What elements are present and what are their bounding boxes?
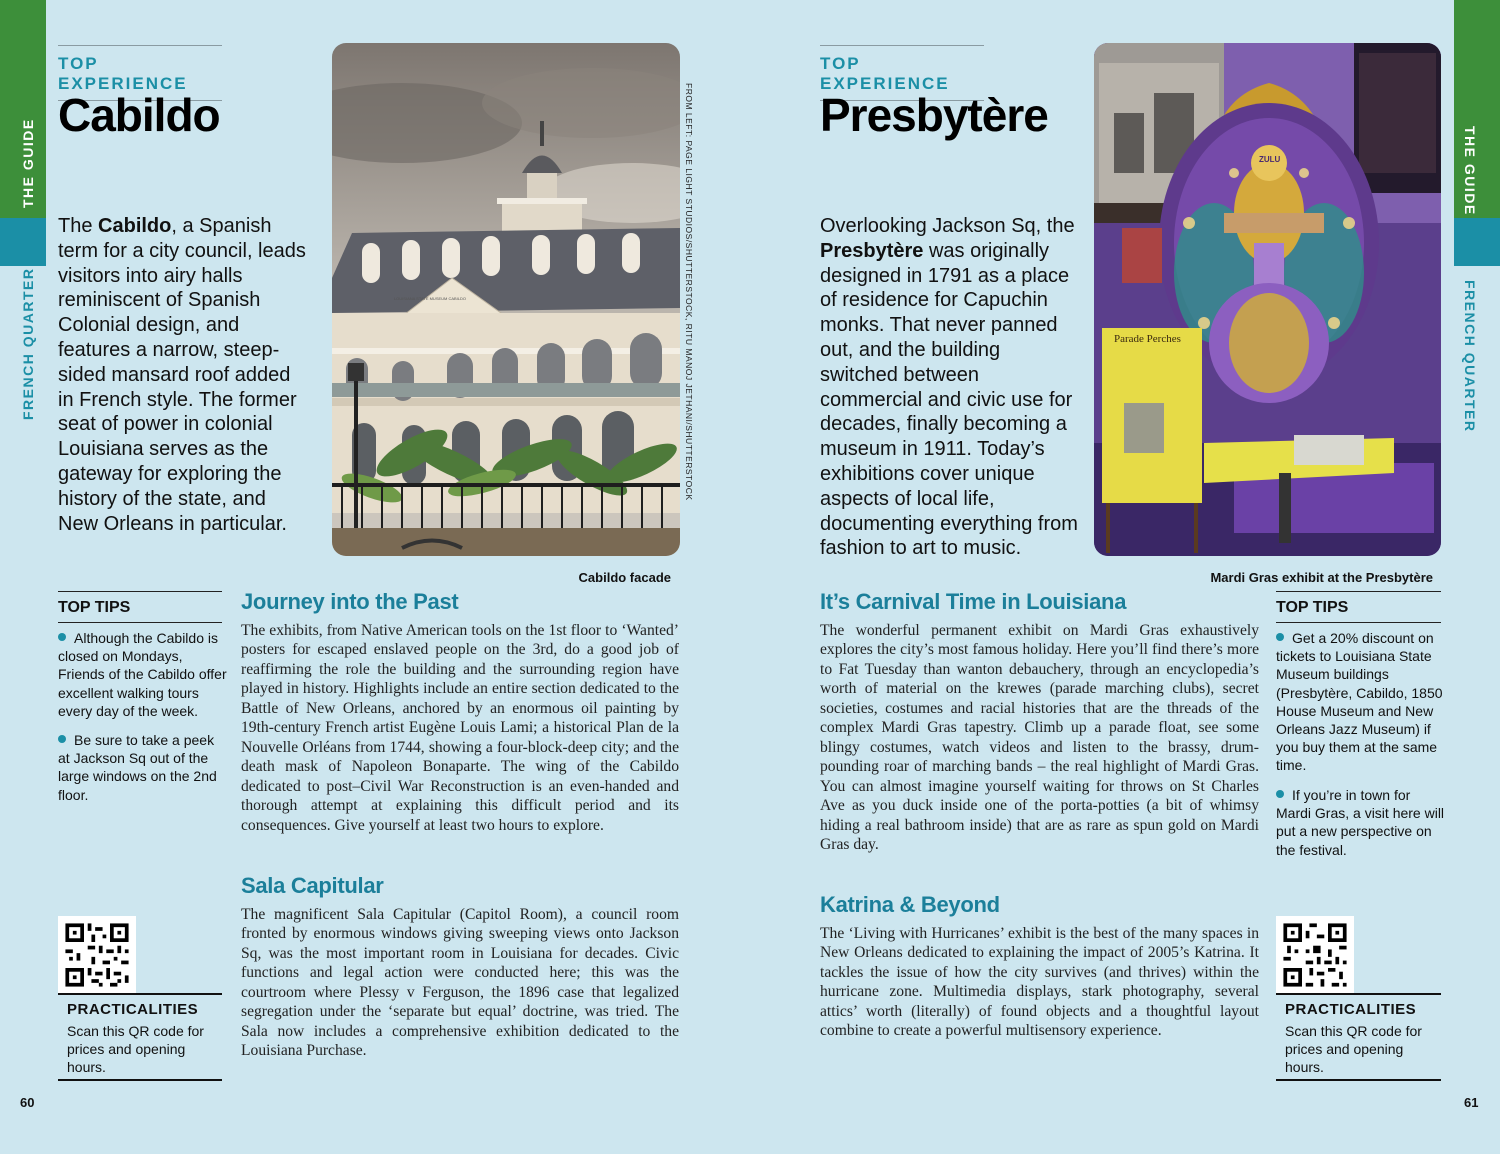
mardi-gras-exhibit-illustration — [1094, 43, 1441, 556]
section-body: The magnificent Sala Capitular (Capitol Room), a council room fronted by enormous windows giving sweeping views onto Jackson Sq, was the most important room in Louisiana for decades. Civic functions and legal action were conducted here; this was the courtroom where Plessy v Ferguson, the 1896 case that legalized segregation under the ‘separate but equal’ doctrine, was tried. The Sala now includes a comprehensive exhibition dedicated to the Louisiana Purchase. — [241, 906, 679, 1060]
page-number: 61 — [1464, 1095, 1479, 1110]
section-body: The wonderful permanent exhibit on Mardi Gras exhaustively explores the city’s most famous holiday. Here you’ll find there’s more to Fat Tuesday than wanton debauchery, through an encyclopedia’s worth of material on the krewes (parade marching clubs), secret societies, costumes and racial histories that are the threads of the complex Mardi Gras tapestry. Climb up a parade float, see some blingy costumes, watch videos and listen to the brassy, drum-pounding roar of marching bands – the real highlight of Mardi Gras. You can almost imagine yourself waiting for throws on St Charles Ave as you duck inside one of the porta-potties (a bit of whimsy hiding a real bathroom inside) that are as rare as spun gold on Mardi Gras day. — [820, 622, 1259, 853]
side-label-french-quarter: FRENCH QUARTER — [20, 267, 36, 420]
building-sign: LOUISIANA STATE MUSEUM CABILDO — [393, 296, 467, 301]
qr-code-icon — [58, 916, 136, 994]
practicalities-heading: PRACTICALITIES — [1285, 1001, 1417, 1018]
cabildo-photo — [332, 43, 680, 556]
exhibit-sign: Parade Perches — [1114, 333, 1181, 345]
bullet-dot — [58, 735, 66, 743]
practicalities-rule — [1276, 993, 1441, 995]
photo-caption: Mardi Gras exhibit at the Presbytère — [1210, 570, 1433, 585]
section-heading: Sala Capitular — [241, 873, 384, 898]
cabildo-illustration — [332, 43, 680, 556]
practicalities-rule — [1276, 1079, 1441, 1081]
tip-item: If you’re in town for Mardi Gras, a visit here will put a new perspective on the festival. — [1276, 787, 1445, 858]
photo-credit: FROM LEFT: PAGE LIGHT STUDIOS/SHUTTERSTOCK, RITU MANOJ JETHANI/SHUTTERSTOCK — [684, 83, 694, 501]
costume-crest: ZULU — [1259, 155, 1281, 164]
section-heading: Katrina & Beyond — [820, 892, 1000, 917]
page-title: Cabildo — [58, 89, 220, 141]
tip-item: Although the Cabildo is closed on Mondays, Friends of the Cabildo offer excellent walking tours every day of the week. — [58, 630, 227, 719]
photo-caption: Cabildo facade — [578, 570, 671, 585]
bullet-dot — [58, 633, 66, 641]
practicalities-rule — [58, 1079, 222, 1081]
practicalities-text: Scan this QR code for prices and opening hours. — [1285, 1023, 1422, 1075]
side-label-french-quarter: FRENCH QUARTER — [1462, 280, 1478, 433]
side-tab-section — [0, 218, 46, 266]
section-heading: It’s Carnival Time in Louisiana — [820, 589, 1127, 614]
kicker-top-experience: TOP EXPERIENCE — [58, 45, 222, 101]
bullet-dot — [1276, 633, 1284, 641]
right-page — [750, 0, 1500, 1154]
presbytere-photo — [1094, 43, 1441, 556]
side-label-the-guide: THE GUIDE — [1462, 126, 1478, 216]
qr-code[interactable] — [1276, 916, 1354, 994]
page-title: Presbytère — [820, 89, 1048, 141]
tip-item: Get a 20% discount on tickets to Louisiana State Museum buildings (Presbytère, Cabildo, 1850 House Museum and New Orleans Jazz Museum) if you buy them at the same time. — [1276, 630, 1443, 774]
side-tab-section — [1454, 218, 1500, 266]
intro-paragraph: Overlooking Jackson Sq, the Presbytère was originally designed in 1791 as a place of residence for Capuchin monks. That never panned out, and the building switched between commercial and civic use for decades, finally becoming a museum in 1911. Today’s exhibitions cover unique aspects of local life, documenting everything from fashion to art to music. — [820, 215, 1078, 560]
bullet-dot — [1276, 790, 1284, 798]
top-tips-heading: TOP TIPS — [1276, 591, 1441, 623]
section-body: The exhibits, from Native American tools on the 1st floor to ‘Wanted’ posters for escaped enslaved people on the 3rd, do a good job of reaffirming the role the building and the surrounding region have played in history. Highlights include an entire section dedicated to the Battle of New Orleans, anchored by an enormous oil painting by 19th-century French artist Eugène Louis Lami; a historical Plan de la Nouvelle Orléans from 1744, showing a four-block-deep city; and the death mask of Napoleon Bonaparte. The wing of the Cabildo dedicated to post–Civil War Reconstruction is an even-handed and thorough attempt at explaining this difficult period and its consequences. Give yourself at least two hours to explore. — [241, 622, 679, 834]
qr-code[interactable] — [58, 916, 136, 994]
side-label-the-guide: THE GUIDE — [20, 118, 36, 208]
qr-code-icon — [1276, 916, 1354, 994]
practicalities-text: Scan this QR code for prices and opening hours. — [67, 1023, 204, 1075]
section-body: The ‘Living with Hurricanes’ exhibit is the best of the many spaces in New Orleans dedicated to explaining the impact of 2005’s Katrina. It tackles the issue of how the city survives (and thrives) within the hurricane zone. Multimedia displays, stark photography, several attics’ worth (literally) of found objects and a thoughtful layout combine to create a powerful multisensory experience. — [820, 925, 1259, 1040]
practicalities-heading: PRACTICALITIES — [67, 1001, 199, 1018]
kicker-top-experience: TOP EXPERIENCE — [820, 45, 984, 101]
section-heading: Journey into the Past — [241, 589, 459, 614]
practicalities-rule — [58, 993, 222, 995]
tip-item: Be sure to take a peek at Jackson Sq out of the large windows on the 2nd floor. — [58, 732, 217, 803]
page-number: 60 — [20, 1095, 35, 1110]
intro-paragraph: The Cabildo, a Spanish term for a city council, leads visitors into airy halls reminiscent of Spanish Colonial design, and features a narrow, steep-sided mansard roof added in French style. The former seat of power in colonial Louisiana serves as the gateway for exploring the history of the state, and New Orleans in particular. — [58, 215, 306, 535]
top-tips-heading: TOP TIPS — [58, 591, 222, 623]
